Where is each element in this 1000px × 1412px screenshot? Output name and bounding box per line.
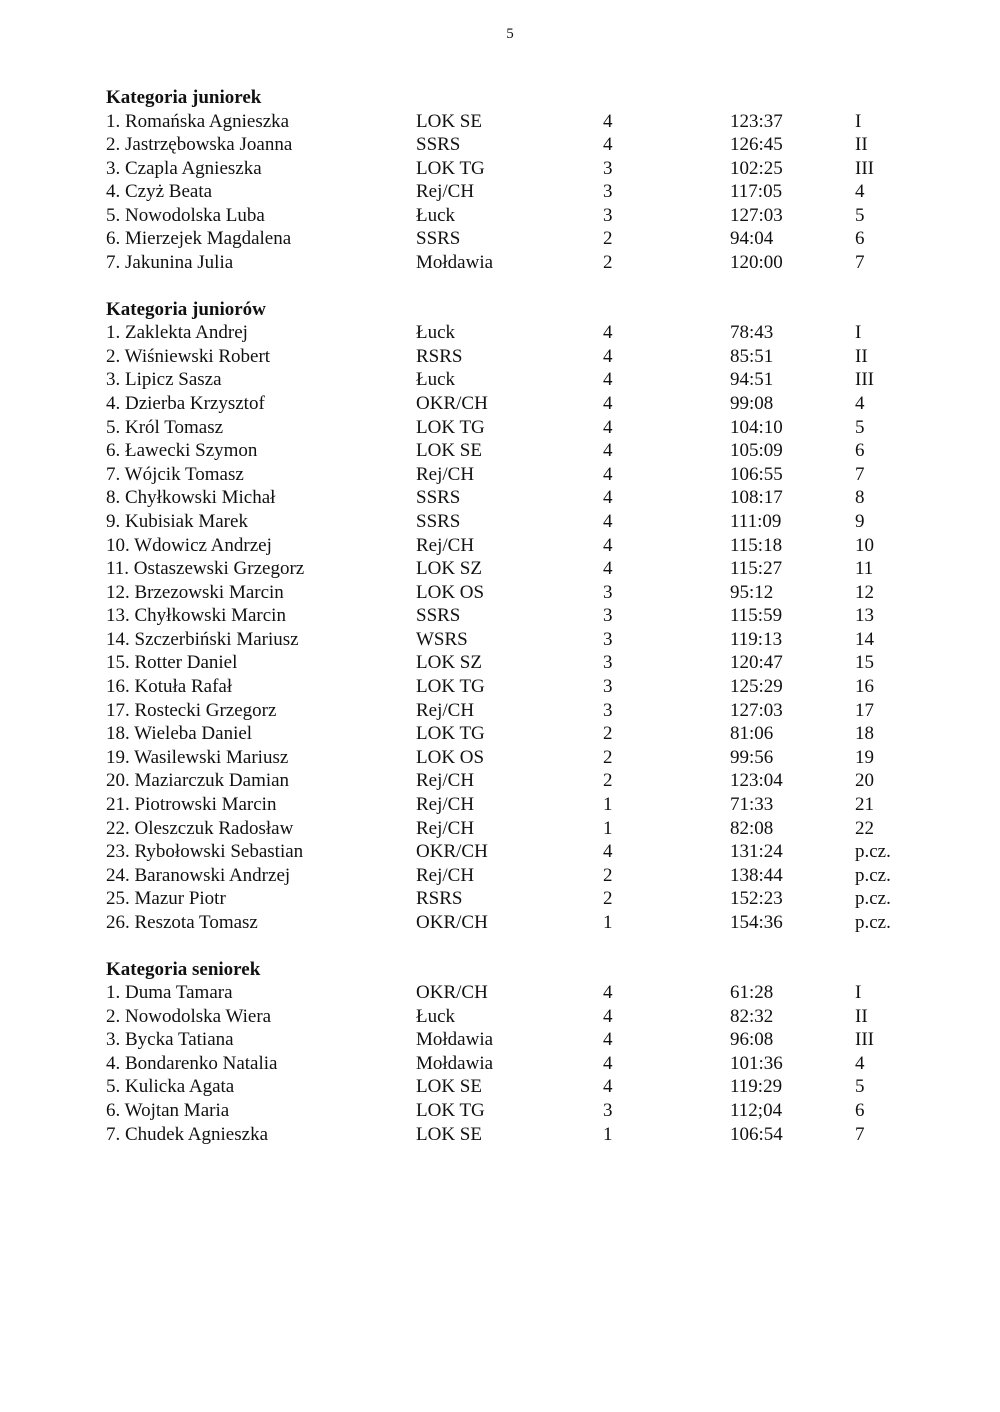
result-row [106, 793, 966, 817]
placement: I [855, 982, 862, 1004]
rounds-count: 4 [603, 440, 613, 462]
athlete-name: 5. Król Tomasz [106, 416, 224, 438]
club-name: LOK TG [416, 723, 485, 745]
placement: 17 [855, 699, 874, 721]
rounds-count: 4 [603, 134, 613, 156]
club-name: LOK SE [416, 440, 482, 462]
placement: 4 [855, 1052, 865, 1074]
athlete-name: 3. Czapla Agnieszka [106, 157, 262, 179]
athlete-name: 9. Kubisiak Marek [106, 510, 248, 532]
club-name: SSRS [416, 228, 461, 250]
result-row [106, 321, 966, 345]
finish-time: 94:51 [730, 369, 774, 391]
club-name: OKR/CH [416, 392, 488, 414]
finish-time: 106:54 [730, 1123, 783, 1145]
placement: 6 [855, 228, 865, 250]
club-name: Rej/CH [416, 794, 475, 816]
finish-time: 105:09 [730, 440, 783, 462]
athlete-name: 4. Bondarenko Natalia [106, 1052, 278, 1074]
results-document [106, 86, 966, 1146]
placement: 21 [855, 794, 874, 816]
finish-time: 117:05 [730, 181, 783, 203]
finish-time: 127:03 [730, 699, 783, 721]
result-row [106, 133, 966, 157]
result-row [106, 463, 966, 487]
club-name: SSRS [416, 134, 461, 156]
result-row [106, 180, 966, 204]
rounds-count: 2 [603, 888, 613, 910]
placement: p.cz. [855, 888, 891, 910]
finish-time: 126:45 [730, 134, 783, 156]
finish-time: 99:08 [730, 392, 774, 414]
club-name: Rej/CH [416, 534, 475, 556]
placement: II [855, 134, 868, 156]
athlete-name: 2. Wiśniewski Robert [106, 345, 271, 367]
placement: 8 [855, 487, 865, 509]
finish-time: 115:18 [730, 534, 783, 556]
athlete-name: 15. Rotter Daniel [106, 652, 238, 674]
result-row [106, 157, 966, 181]
finish-time: 71:33 [730, 794, 774, 816]
result-row [106, 651, 966, 675]
results-section [106, 86, 966, 275]
finish-time: 131:24 [730, 841, 783, 863]
club-name: LOK OS [416, 746, 485, 768]
finish-time: 99:56 [730, 746, 774, 768]
result-row [106, 581, 966, 605]
club-name: Łuck [416, 204, 456, 226]
result-row [106, 628, 966, 652]
athlete-name: 2. Jastrzębowska Joanna [106, 134, 293, 156]
club-name: Mołdawia [416, 1029, 494, 1051]
finish-time: 138:44 [730, 864, 783, 886]
athlete-name: 8. Chyłkowski Michał [106, 487, 276, 509]
placement: 12 [855, 581, 874, 603]
rounds-count: 1 [603, 794, 613, 816]
placement: 5 [855, 416, 865, 438]
club-name: LOK SZ [416, 558, 482, 580]
finish-time: 102:25 [730, 157, 783, 179]
athlete-name: 17. Rostecki Grzegorz [106, 699, 277, 721]
rounds-count: 3 [603, 204, 613, 226]
athlete-name: 25. Mazur Piotr [106, 888, 226, 910]
club-name: Rej/CH [416, 699, 475, 721]
finish-time: 101:36 [730, 1052, 783, 1074]
finish-time: 120:00 [730, 252, 783, 274]
athlete-name: 1. Romańska Agnieszka [106, 110, 290, 132]
placement: 11 [855, 558, 874, 580]
rounds-count: 3 [603, 1100, 613, 1122]
finish-time: 81:06 [730, 723, 774, 745]
athlete-name: 12. Brzezowski Marcin [106, 581, 284, 603]
club-name: OKR/CH [416, 982, 488, 1004]
result-row [106, 769, 966, 793]
rounds-count: 4 [603, 110, 613, 132]
placement: 7 [855, 1123, 865, 1145]
finish-time: 85:51 [730, 345, 774, 367]
rounds-count: 4 [603, 1076, 613, 1098]
athlete-name: 2. Nowodolska Wiera [106, 1005, 272, 1027]
placement: III [855, 157, 874, 179]
placement: 7 [855, 252, 865, 274]
club-name: Rej/CH [416, 817, 475, 839]
result-row [106, 1028, 966, 1052]
rounds-count: 1 [603, 912, 613, 933]
club-name: Rej/CH [416, 864, 475, 886]
club-name: Łuck [416, 322, 456, 344]
placement: 18 [855, 723, 874, 745]
result-row [106, 675, 966, 699]
athlete-name: 7. Wójcik Tomasz [106, 463, 244, 485]
rounds-count: 4 [603, 392, 613, 414]
placement: 5 [855, 204, 865, 226]
placement: p.cz. [855, 841, 891, 863]
result-row [106, 1123, 966, 1147]
athlete-name: 19. Wasilewski Mariusz [106, 746, 289, 768]
club-name: SSRS [416, 510, 461, 532]
finish-time: 112;04 [730, 1100, 783, 1122]
rounds-count: 4 [603, 369, 613, 391]
club-name: LOK TG [416, 676, 485, 698]
rounds-count: 2 [603, 228, 613, 250]
result-row [106, 439, 966, 463]
result-row [106, 604, 966, 628]
club-name: LOK SE [416, 1076, 482, 1098]
club-name: RSRS [416, 888, 463, 910]
placement: 13 [855, 605, 874, 627]
finish-time: 120:47 [730, 652, 783, 674]
placement: III [855, 1029, 874, 1051]
club-name: Rej/CH [416, 770, 475, 792]
result-row [106, 251, 966, 275]
result-row [106, 864, 966, 888]
finish-time: 123:37 [730, 110, 783, 132]
rounds-count: 4 [603, 841, 613, 863]
rounds-count: 4 [603, 463, 613, 485]
rounds-count: 4 [603, 534, 613, 556]
athlete-name: 16. Kotuła Rafał [106, 676, 233, 698]
rounds-count: 3 [603, 157, 613, 179]
placement: p.cz. [855, 912, 891, 933]
club-name: LOK OS [416, 581, 485, 603]
athlete-name: 4. Dzierba Krzysztof [106, 392, 265, 414]
placement: 19 [855, 746, 874, 768]
athlete-name: 11. Ostaszewski Grzegorz [106, 558, 305, 580]
placement: 7 [855, 463, 865, 485]
result-row [106, 981, 966, 1005]
club-name: LOK SZ [416, 652, 482, 674]
club-name: LOK TG [416, 157, 485, 179]
finish-time: 94:04 [730, 228, 774, 250]
rounds-count: 3 [603, 676, 613, 698]
rounds-count: 2 [603, 864, 613, 886]
rounds-count: 3 [603, 652, 613, 674]
placement: 9 [855, 510, 865, 532]
placement: 5 [855, 1076, 865, 1098]
placement: p.cz. [855, 864, 891, 886]
club-name: Mołdawia [416, 252, 494, 274]
club-name: LOK TG [416, 416, 485, 438]
rounds-count: 4 [603, 1029, 613, 1051]
placement: I [855, 110, 862, 132]
athlete-name: 4. Czyż Beata [106, 181, 213, 203]
result-row [106, 722, 966, 746]
rounds-count: 4 [603, 510, 613, 532]
club-name: LOK TG [416, 1100, 485, 1122]
club-name: SSRS [416, 487, 461, 509]
rounds-count: 3 [603, 699, 613, 721]
finish-time: 119:13 [730, 628, 783, 650]
result-row [106, 1099, 966, 1123]
placement: 6 [855, 1100, 865, 1122]
athlete-name: 14. Szczerbiński Mariusz [106, 628, 299, 650]
rounds-count: 1 [603, 817, 613, 839]
placement: 6 [855, 440, 865, 462]
athlete-name: 6. Ławecki Szymon [106, 440, 258, 462]
athlete-name: 6. Wojtan Maria [106, 1100, 230, 1122]
finish-time: 154:36 [730, 912, 783, 933]
section-title: Kategoria seniorek [106, 958, 261, 980]
finish-time: 115:27 [730, 558, 783, 580]
finish-time: 104:10 [730, 416, 783, 438]
placement: II [855, 1005, 868, 1027]
athlete-name: 3. Lipicz Sasza [106, 369, 222, 391]
result-row [106, 746, 966, 770]
club-name: LOK SE [416, 110, 482, 132]
finish-time: 61:28 [730, 982, 774, 1004]
result-row [106, 1075, 966, 1099]
result-row [106, 110, 966, 134]
result-row [106, 534, 966, 558]
athlete-name: 22. Oleszczuk Radosław [106, 817, 294, 839]
result-row [106, 486, 966, 510]
result-row [106, 416, 966, 440]
athlete-name: 7. Jakunina Julia [106, 252, 234, 274]
finish-time: 123:04 [730, 770, 783, 792]
athlete-name: 5. Nowodolska Luba [106, 204, 265, 226]
result-row [106, 227, 966, 251]
athlete-name: 3. Bycka Tatiana [106, 1029, 234, 1051]
rounds-count: 4 [603, 982, 613, 1004]
finish-time: 127:03 [730, 204, 783, 226]
placement: 20 [855, 770, 874, 792]
rounds-count: 4 [603, 345, 613, 367]
club-name: Rej/CH [416, 181, 475, 203]
rounds-count: 3 [603, 605, 613, 627]
club-name: Mołdawia [416, 1052, 494, 1074]
result-row [106, 510, 966, 534]
finish-time: 95:12 [730, 581, 774, 603]
rounds-count: 3 [603, 181, 613, 203]
finish-time: 82:08 [730, 817, 774, 839]
athlete-name: 13. Chyłkowski Marcin [106, 605, 286, 627]
result-row [106, 368, 966, 392]
result-row [106, 911, 966, 935]
athlete-name: 18. Wieleba Daniel [106, 723, 253, 745]
finish-time: 106:55 [730, 463, 783, 485]
rounds-count: 2 [603, 746, 613, 768]
result-row [106, 1052, 966, 1076]
athlete-name: 20. Maziarczuk Damian [106, 770, 290, 792]
placement: 22 [855, 817, 874, 839]
athlete-name: 23. Rybołowski Sebastian [106, 841, 304, 863]
finish-time: 115:59 [730, 605, 783, 627]
result-row [106, 392, 966, 416]
rounds-count: 1 [603, 1123, 613, 1145]
placement: 14 [855, 628, 874, 650]
finish-time: 111:09 [730, 510, 782, 532]
placement: I [855, 322, 862, 344]
results-section [106, 298, 966, 935]
rounds-count: 4 [603, 1005, 613, 1027]
result-row [106, 204, 966, 228]
club-name: RSRS [416, 345, 463, 367]
placement: III [855, 369, 874, 391]
finish-time: 82:32 [730, 1005, 774, 1027]
result-row [106, 817, 966, 841]
section-title: Kategoria juniorek [106, 87, 262, 108]
result-row [106, 557, 966, 581]
club-name: OKR/CH [416, 841, 488, 863]
athlete-name: 24. Baranowski Andrzej [106, 864, 291, 886]
rounds-count: 2 [603, 770, 613, 792]
athlete-name: 1. Zaklekta Andrej [106, 322, 248, 344]
placement: 4 [855, 181, 865, 203]
results-section [106, 958, 966, 1147]
placement: 16 [855, 676, 874, 698]
club-name: LOK SE [416, 1123, 482, 1145]
placement: 10 [855, 534, 874, 556]
placement: II [855, 345, 868, 367]
finish-time: 78:43 [730, 322, 774, 344]
athlete-name: 26. Reszota Tomasz [106, 912, 258, 933]
placement: 15 [855, 652, 874, 674]
finish-time: 96:08 [730, 1029, 774, 1051]
section-title: Kategoria juniorów [106, 298, 266, 320]
rounds-count: 4 [603, 558, 613, 580]
athlete-name: 10. Wdowicz Andrzej [106, 534, 272, 556]
finish-time: 125:29 [730, 676, 783, 698]
result-row [106, 699, 966, 723]
finish-time: 119:29 [730, 1076, 783, 1098]
athlete-name: 5. Kulicka Agata [106, 1076, 235, 1098]
rounds-count: 2 [603, 252, 613, 274]
finish-time: 108:17 [730, 487, 783, 509]
club-name: Łuck [416, 369, 456, 391]
rounds-count: 4 [603, 416, 613, 438]
athlete-name: 1. Duma Tamara [106, 982, 233, 1004]
page-number: 5 [506, 26, 514, 42]
rounds-count: 4 [603, 487, 613, 509]
result-row [106, 887, 966, 911]
athlete-name: 7. Chudek Agnieszka [106, 1123, 269, 1145]
athlete-name: 21. Piotrowski Marcin [106, 794, 277, 816]
club-name: WSRS [416, 628, 468, 650]
rounds-count: 4 [603, 1052, 613, 1074]
club-name: Rej/CH [416, 463, 475, 485]
result-row [106, 1005, 966, 1029]
rounds-count: 3 [603, 628, 613, 650]
club-name: SSRS [416, 605, 461, 627]
rounds-count: 2 [603, 723, 613, 745]
athlete-name: 6. Mierzejek Magdalena [106, 228, 292, 250]
rounds-count: 4 [603, 322, 613, 344]
placement: 4 [855, 392, 865, 414]
club-name: Łuck [416, 1005, 456, 1027]
club-name: OKR/CH [416, 912, 488, 933]
finish-time: 152:23 [730, 888, 783, 910]
result-row [106, 345, 966, 369]
result-row [106, 840, 966, 864]
rounds-count: 3 [603, 581, 613, 603]
